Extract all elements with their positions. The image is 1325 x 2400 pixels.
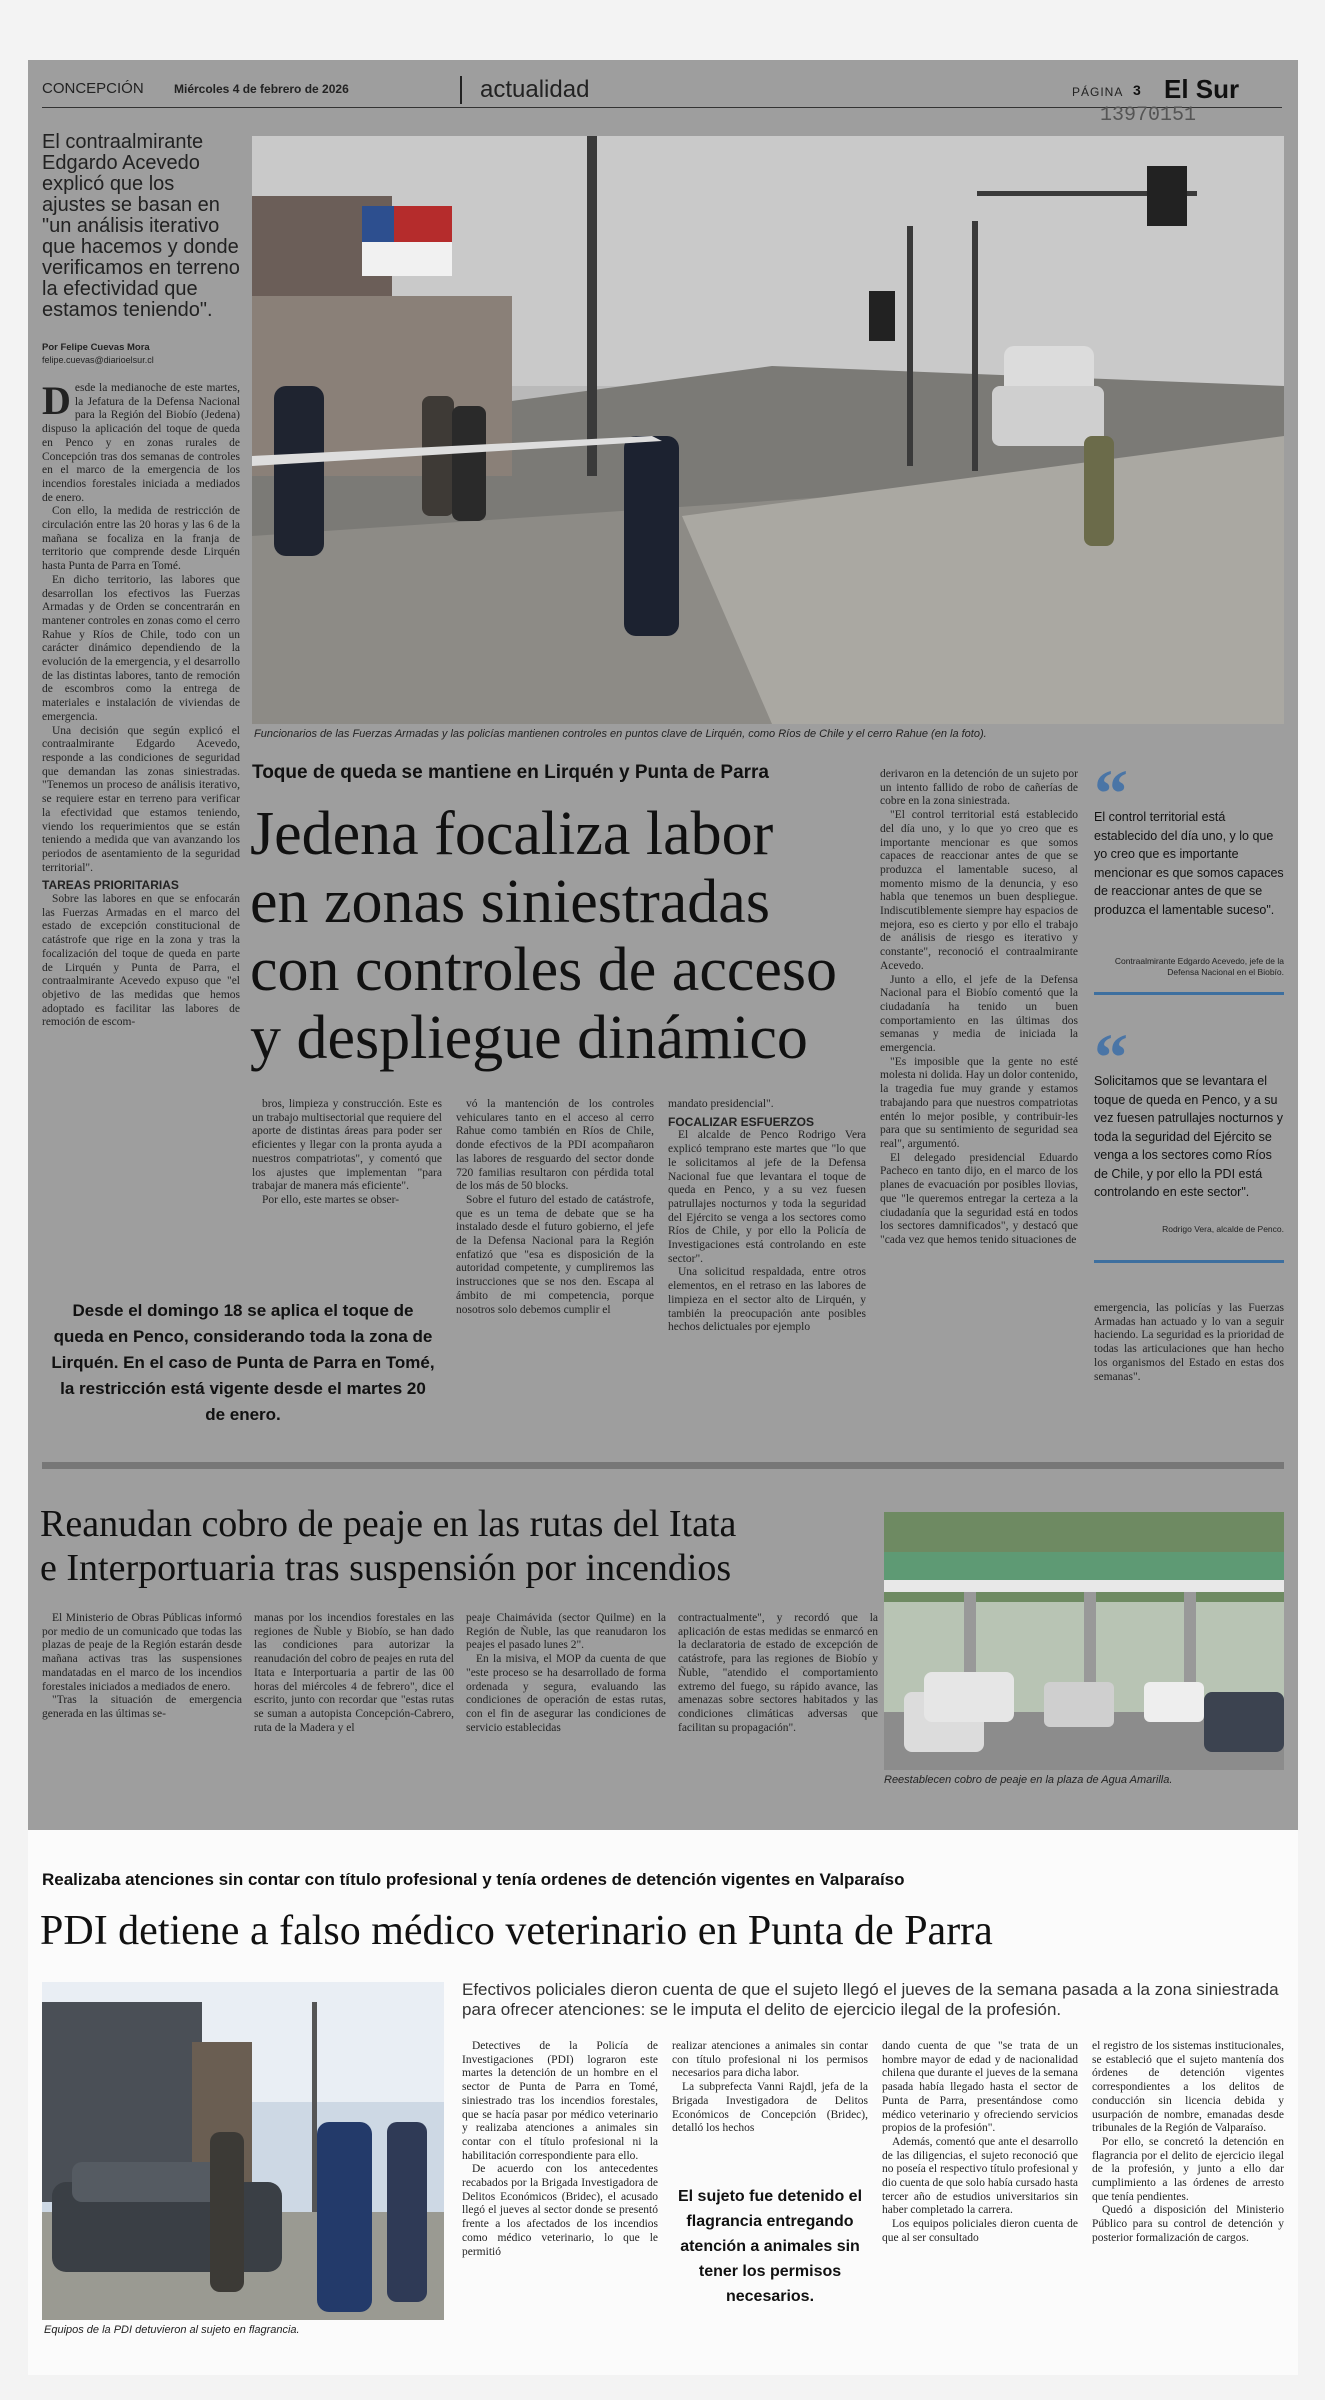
paragraph: peaje Chaimávida (sector Quilme) en la Región de Ñuble, las que reanudaron los peajes el pasado lunes 2". — [466, 1612, 666, 1652]
story2-headline-line-1: Reanudan cobro de peaje en las rutas del Itata — [40, 1503, 737, 1545]
paragraph: Una solicitud respaldada, entre otros elementos, en el retraso en las labores de limpieza en el sector alto de Lirquén, y también la preocupación ante posibles hechos delictuales por ejemplo — [668, 1266, 866, 1334]
quote-text: El control territorial está establecido del día uno, y lo que yo creo que es importante mencionar es que somos capaces de reaccionar antes de que se produzca el lamentable suceso". — [1094, 810, 1284, 917]
story-kicker: Toque de queda se mantiene en Lirquén y Punta de Parra — [252, 762, 769, 783]
paragraph: Junto a ello, el jefe de la Defensa Nacional para el Biobío comentó que la ciudadanía ha tenido un buen comportamiento en las últimas dos semanas y media de iniciada la emergencia. — [880, 973, 1078, 1055]
paragraph: Una decisión que según explicó el contraalmirante Edgardo Acevedo, responde a las condiciones de seguridad que demandan las zonas siniestradas. "Tenemos un proceso de análisis iterativo, se requiere estar en terreno para verificar la efectividad que estamos teniendo, viendo los requerimientos que se están teniendo a medida que van avanzando los periodos de asentamiento de la seguridad territorial". — [42, 724, 240, 874]
paragraph: El delegado presidencial Eduardo Pacheco en tanto dijo, en el marco de los planes de evacuación por posibles llovias, que "le queremos entregar la certeza a la ciudadanía que la seguridad está en todos los sectores damnificados", y destacó que "cada vez que hemos tenido situaciones de — [880, 1151, 1078, 1246]
paragraph: Sobre el futuro del estado de catástrofe, que es un tema de debate que se ha instalado desde el futuro gobierno, el jefe de la Defensa Nacional para la Región enfatizó que "esa es disposición de la autoridad competente, y cumpliremos las instrucciones que se nos den. Escapa al ámbito de mi competencia, porque nosotros solo debemos cumplir el — [456, 1193, 654, 1316]
story1-column-4 — [668, 1098, 866, 1428]
paragraph: En la misiva, el MOP da cuenta de que "este proceso se ha desarrollado de forma ordenada y segura, evaluando las condiciones de operación de estas rutas, con el fin de asegurar las condiciones de servicio establecidas — [466, 1653, 666, 1734]
paragraph: contractualmente", y recordó que la aplicación de estas medidas se enmarcó en la declaratoria de estado de excepción de catástrofe, para las regiones de Biobío y Ñuble, "atendido el comportamiento extremo del fuego, su rápido avance, las amenazas sobre sectores habitados y las condiciones climáticas adversas que facilitan su propagación". — [678, 1612, 878, 1734]
paragraph: Quedó a disposición del Ministerio Público para su control de detención y posterior formalización de cargos. — [1092, 2204, 1284, 2244]
page-label: PÁGINA — [1072, 85, 1124, 99]
paragraph: derivaron en la detención de un sujeto por un intento fallido de robo de cañerías de cobre en la zona siniestrada. — [880, 768, 1078, 808]
header-rule — [460, 76, 462, 104]
pull-quote: El contraalmirante Edgardo Acevedo explicó que los ajustes se basan en "un análisis iterativo que hacemos y donde verificamos en terreno la efectividad que estamos teniendo". — [42, 131, 240, 321]
checkpoint-photo-image — [252, 136, 1284, 724]
headline-line-3: con controles de acceso — [250, 936, 838, 1004]
pdi-photo-image — [42, 1982, 444, 2320]
quote-mark-icon: “ — [1094, 1019, 1128, 1095]
story3-column-3 — [882, 2040, 1078, 2340]
story3-kicker: Realizaba atenciones sin contar con título profesional y tenía ordenes de detención vigentes en Valparaíso — [42, 1870, 905, 1889]
story3-deck: Efectivos policiales dieron cuenta de que el sujeto llegó el jueves de la semana pasada a la zona siniestrada para ofrecer atenciones: se le imputa el delito de ejercicio ilegal de la profesión. — [462, 1980, 1279, 2019]
paragraph: De acuerdo con los antecedentes recabados por la Brigada Investigadora de Delitos Económicos (Bridec), el acusado llegó el jueves al sector donde se presentó frente a los afectados de los incendios como médico veterinario, lo que le permitió — [462, 2163, 658, 2258]
highlight-box: Desde el domingo 18 se aplica el toque de queda en Penco, considerando toda la zona de Lirquén. En el caso de Punta de Parra en Tomé, la restricción está vigente desde el martes 20 de enero. — [51, 1301, 435, 1424]
headline-line-2: en zonas siniestradas — [250, 868, 770, 936]
paragraph: el registro de los sistemas institucionales, se estableció que el sujeto mantenía dos órdenes de detención vigentes correspondientes a los delitos de conducción sin licencia debida y usurpación de nombre, emanadas desde tribunales de la Región de Valparaíso. — [1092, 2040, 1284, 2135]
story2-column-4 — [678, 1612, 878, 1812]
toll-plaza-photo — [884, 1512, 1284, 1770]
paragraph: manas por los incendios forestales en las regiones de Ñuble y Biobío, se han dado las condiciones para autorizar la reanudación del cobro de peajes en ruta del Itata e Interportuaria a partir de las 00 horas del miércoles 4 de febrero", dice el escrito, junto con recordar que "estas rutas se suman a autopista Concepción-Cabrero, ruta de la Madera y el — [254, 1612, 454, 1734]
story1-column-3 — [456, 1098, 654, 1428]
headline-line-1: Jedena focaliza labor — [250, 800, 774, 868]
paragraph: Los equipos policiales dieron cuenta de que al ser consultado — [882, 2218, 1078, 2244]
quote-box-1 — [1094, 755, 1284, 919]
headline-line-4: y despliegue dinámico — [250, 1004, 808, 1072]
archive-stamp: 13970151 — [1100, 104, 1197, 127]
author-name: Por Felipe Cuevas Mora — [42, 342, 150, 353]
issue-date: Miércoles 4 de febrero de 2026 — [174, 82, 349, 96]
toll-plaza-photo-image — [884, 1512, 1284, 1770]
story3-headline: PDI detiene a falso médico veterinario en Punta de Parra — [40, 1908, 993, 1954]
pdi-photo-caption: Equipos de la PDI detuvieron al sujeto en flagrancia. — [44, 2324, 300, 2336]
paragraph: El Ministerio de Obras Públicas informó por medio de un comunicado que todas las plazas de peaje de la Región estarán desde mañana activas tras las suspensiones mandatadas en el marco de los incendios forestales iniciados a mediados de enero. — [42, 1612, 242, 1693]
byline — [42, 342, 242, 366]
subheading: FOCALIZAR ESFUERZOS — [668, 1114, 814, 1129]
story1-column-5 — [880, 768, 1078, 1428]
story2-column-1 — [42, 1612, 242, 1812]
quote-source: Rodrigo Vera, alcalde de Penco. — [1162, 1224, 1284, 1234]
paragraph: realizar atenciones a animales sin contar con título profesional ni los permisos necesarios para dicha labor. — [672, 2040, 868, 2080]
paragraph: "El control territorial está establecido del día uno, y lo que yo creo que es importante mencionar es que somos capaces de reaccionar antes de que se produzca el lamentable suceso, al momento mismo de la denuncia, y eso habla que tenemos un buen despliegue. Indiscutiblemente siempre hay espacios de mejora, eso es cierto y por ello el trabajo de análisis de riesgo es iterativo y constante", reconoció el contraalmirante Acevedo. — [880, 809, 1078, 972]
paragraph: dando cuenta de que "se trata de un hombre mayor de edad y de nacionalidad chilena que durante el jueves de la semana pasada había llegado hasta el sector de Punta de Parra, presentándose como médico veterinario y ofreciendo servicios propios de la profesión". — [882, 2040, 1078, 2135]
drop-cap: D — [42, 382, 71, 423]
story3-column-2 — [672, 2040, 868, 2140]
quote-text: Solicitamos que se levantara el toque de queda en Penco, y a su vez fuesen patrullajes nocturnos y toda la seguridad del Ejército se venga a los sectores como Ríos de Chile, y por ello la PDI está controlando en este sector". — [1094, 1074, 1283, 1199]
paragraph: Por ello, se concretó la detención en flagrancia por el delito de ejercicio ilegal de la profesión, y junto a ello dar cumplimiento a las órdenes de arresto que tenía pendientes. — [1092, 2135, 1284, 2203]
toll-photo-caption: Reestablecen cobro de peaje en la plaza de Agua Amarilla. — [884, 1774, 1173, 1786]
paragraph: En dicho territorio, las labores que desarrollan los efectivos las Fuerzas Armadas y de Orden se concentrarán en mantener controles en zonas como el cerro Rahue y Ríos de Chile, todo con un carácter dinámico dependiendo de la evolución de la emergencia, y el desarrollo de las distintas labores, tanto de remoción de escombros como la entrega de materiales e instalación de viviendas de emergencia. — [42, 573, 240, 723]
paragraph: La subprefecta Vanni Rajdl, jefa de la Brigada Investigadora de Delitos Económicos de Concepción (Bridec), detalló los hechos — [672, 2081, 868, 2135]
story1-column-6 — [1094, 1302, 1284, 1428]
story3-column-4 — [1092, 2040, 1284, 2340]
story2-column-2 — [254, 1612, 454, 1812]
page-header — [42, 72, 1282, 108]
category-label: actualidad — [480, 76, 590, 103]
section-label: CONCEPCIÓN — [42, 80, 144, 97]
paragraph: "Tras la situación de emergencia generada en las últimas se- — [42, 1694, 242, 1720]
quote-rule — [1094, 1260, 1284, 1263]
author-email: felipe.cuevas@diarioelsur.cl — [42, 355, 154, 365]
story2-column-3 — [466, 1612, 666, 1812]
page-number: 3 — [1133, 82, 1141, 98]
story2-headline-line-2: e Interportuaria tras suspensión por incendios — [40, 1547, 732, 1589]
paragraph: Sobre las labores en que se enfocarán las Fuerzas Armadas en el marco del estado de excepción constitucional de catástrofe que rige en la zona y tras la focalización del toque de queda en parte de Lirquén y Punta de Parra, el contraalmirante Acevedo expuso que "el objetivo de las medidas que hemos adoptado es facilitar las labores de remoción de escom- — [42, 893, 240, 1029]
photo-caption: Funcionarios de las Fuerzas Armadas y las policías mantienen controles en puntos clave de Lirquén, como Ríos de Chile y el cerro Rahue (en la foto). — [254, 728, 987, 740]
newspaper-brand: El Sur — [1164, 74, 1240, 104]
story1-column-2 — [252, 1098, 442, 1258]
checkpoint-photo — [252, 136, 1284, 724]
pdi-photo — [42, 1982, 444, 2320]
paragraph: Por ello, este martes se obser- — [262, 1193, 400, 1206]
paragraph: emergencia, las policías y las Fuerzas Armadas han actuado y lo van a seguir haciendo. La seguridad es la prioridad de todas las articulaciones que han hecho los organismos del Estado en estas dos semanas". — [1094, 1302, 1284, 1383]
quote-mark-icon: “ — [1094, 755, 1128, 831]
paragraph: mandato presidencial". — [668, 1098, 774, 1110]
paragraph: Con ello, la medida de restricción de circulación entre las 20 horas y las 6 de la mañana se focaliza en la franja de territorio que comprende desde Lirquén hasta Punta de Parra en Tomé. — [42, 505, 240, 573]
quote-box-2 — [1094, 1019, 1284, 1202]
paragraph: bros, limpieza y construcción. Este es un trabajo multisectorial que requiere del aporte de distintas áreas para poder ser eficientes y llegar con la pronta ayuda a nuestros compatriotas", y comentó que los ajustes que implementan "para trabajar de manera más eficiente". — [252, 1098, 442, 1193]
paragraph: Detectives de la Policía de Investigaciones (PDI) lograron este martes la detención de un hombre en el sector de Punta de Parra en Tomé, siniestrado tras los incendios forestales, que se hacía pasar por médico veterinario y realizaba atenciones a animales sin contar con el título profesional ni la habilitación correspondiente para ello. — [462, 2040, 658, 2162]
subheading: TAREAS PRIORITARIAS — [42, 878, 179, 893]
paragraph: esde la medianoche de este martes, la Jefatura de la Defensa Nacional para la Región del Biobío (Jedena) dispuso la aplicación del toque de queda en Penco y en zonas rurales de Concepción tras dos semanas de controles en el marco de la emergencia de los incendios forestales iniciada a mediados de enero. — [42, 382, 240, 504]
quote-rule — [1094, 992, 1284, 995]
section-divider — [42, 1462, 1284, 1469]
paragraph: El alcalde de Penco Rodrigo Vera explicó temprano este martes que "lo que le solicitamos al jefe de la Defensa Nacional fue que levantara el toque de queda en Penco, y a su vez fuesen patrullajes nocturnos y toda la seguridad del Ejército se venga a los sectores como Ríos de Chile, y por ello la Policía de Investigaciones está controlando en este sector". — [668, 1129, 866, 1265]
paragraph: "Es imposible que la gente no esté molesta ni dolida. Hay un dolor contenido, la tragedia fue muy grande y estamos trabajando para que nuestros compatriotas entén lo mejor posible, y contribuir-les para que su sentimiento de seguridad sea real", argumentó. — [880, 1055, 1078, 1150]
story1-column-1 — [42, 382, 240, 1267]
story3-highlight: El sujeto fue detenido el flagrancia entregando atención a animales sin tener los permisos necesarios. — [677, 2188, 863, 2305]
quote-source: Contraalmirante Edgardo Acevedo, jefe de la Defensa Nacional en el Biobío. — [1114, 956, 1284, 977]
paragraph: Además, comentó que ante el desarrollo de las diligencias, el sujeto reconoció que no poseía el respectivo título profesional y dio cuenta de que solo había cursado hasta tercer año de estudios universitarios sin haber completado la carrera. — [882, 2135, 1078, 2217]
story3-column-1 — [462, 2040, 658, 2340]
paragraph: vó la mantención de los controles vehiculares tanto en el acceso al cerro Rahue como también en Ríos de Chile, donde efectivos de la PDI acompañaron las labores de resguardo del sector donde 720 familias resultaron con pérdida total de los más de 50 blocks. — [456, 1098, 654, 1193]
